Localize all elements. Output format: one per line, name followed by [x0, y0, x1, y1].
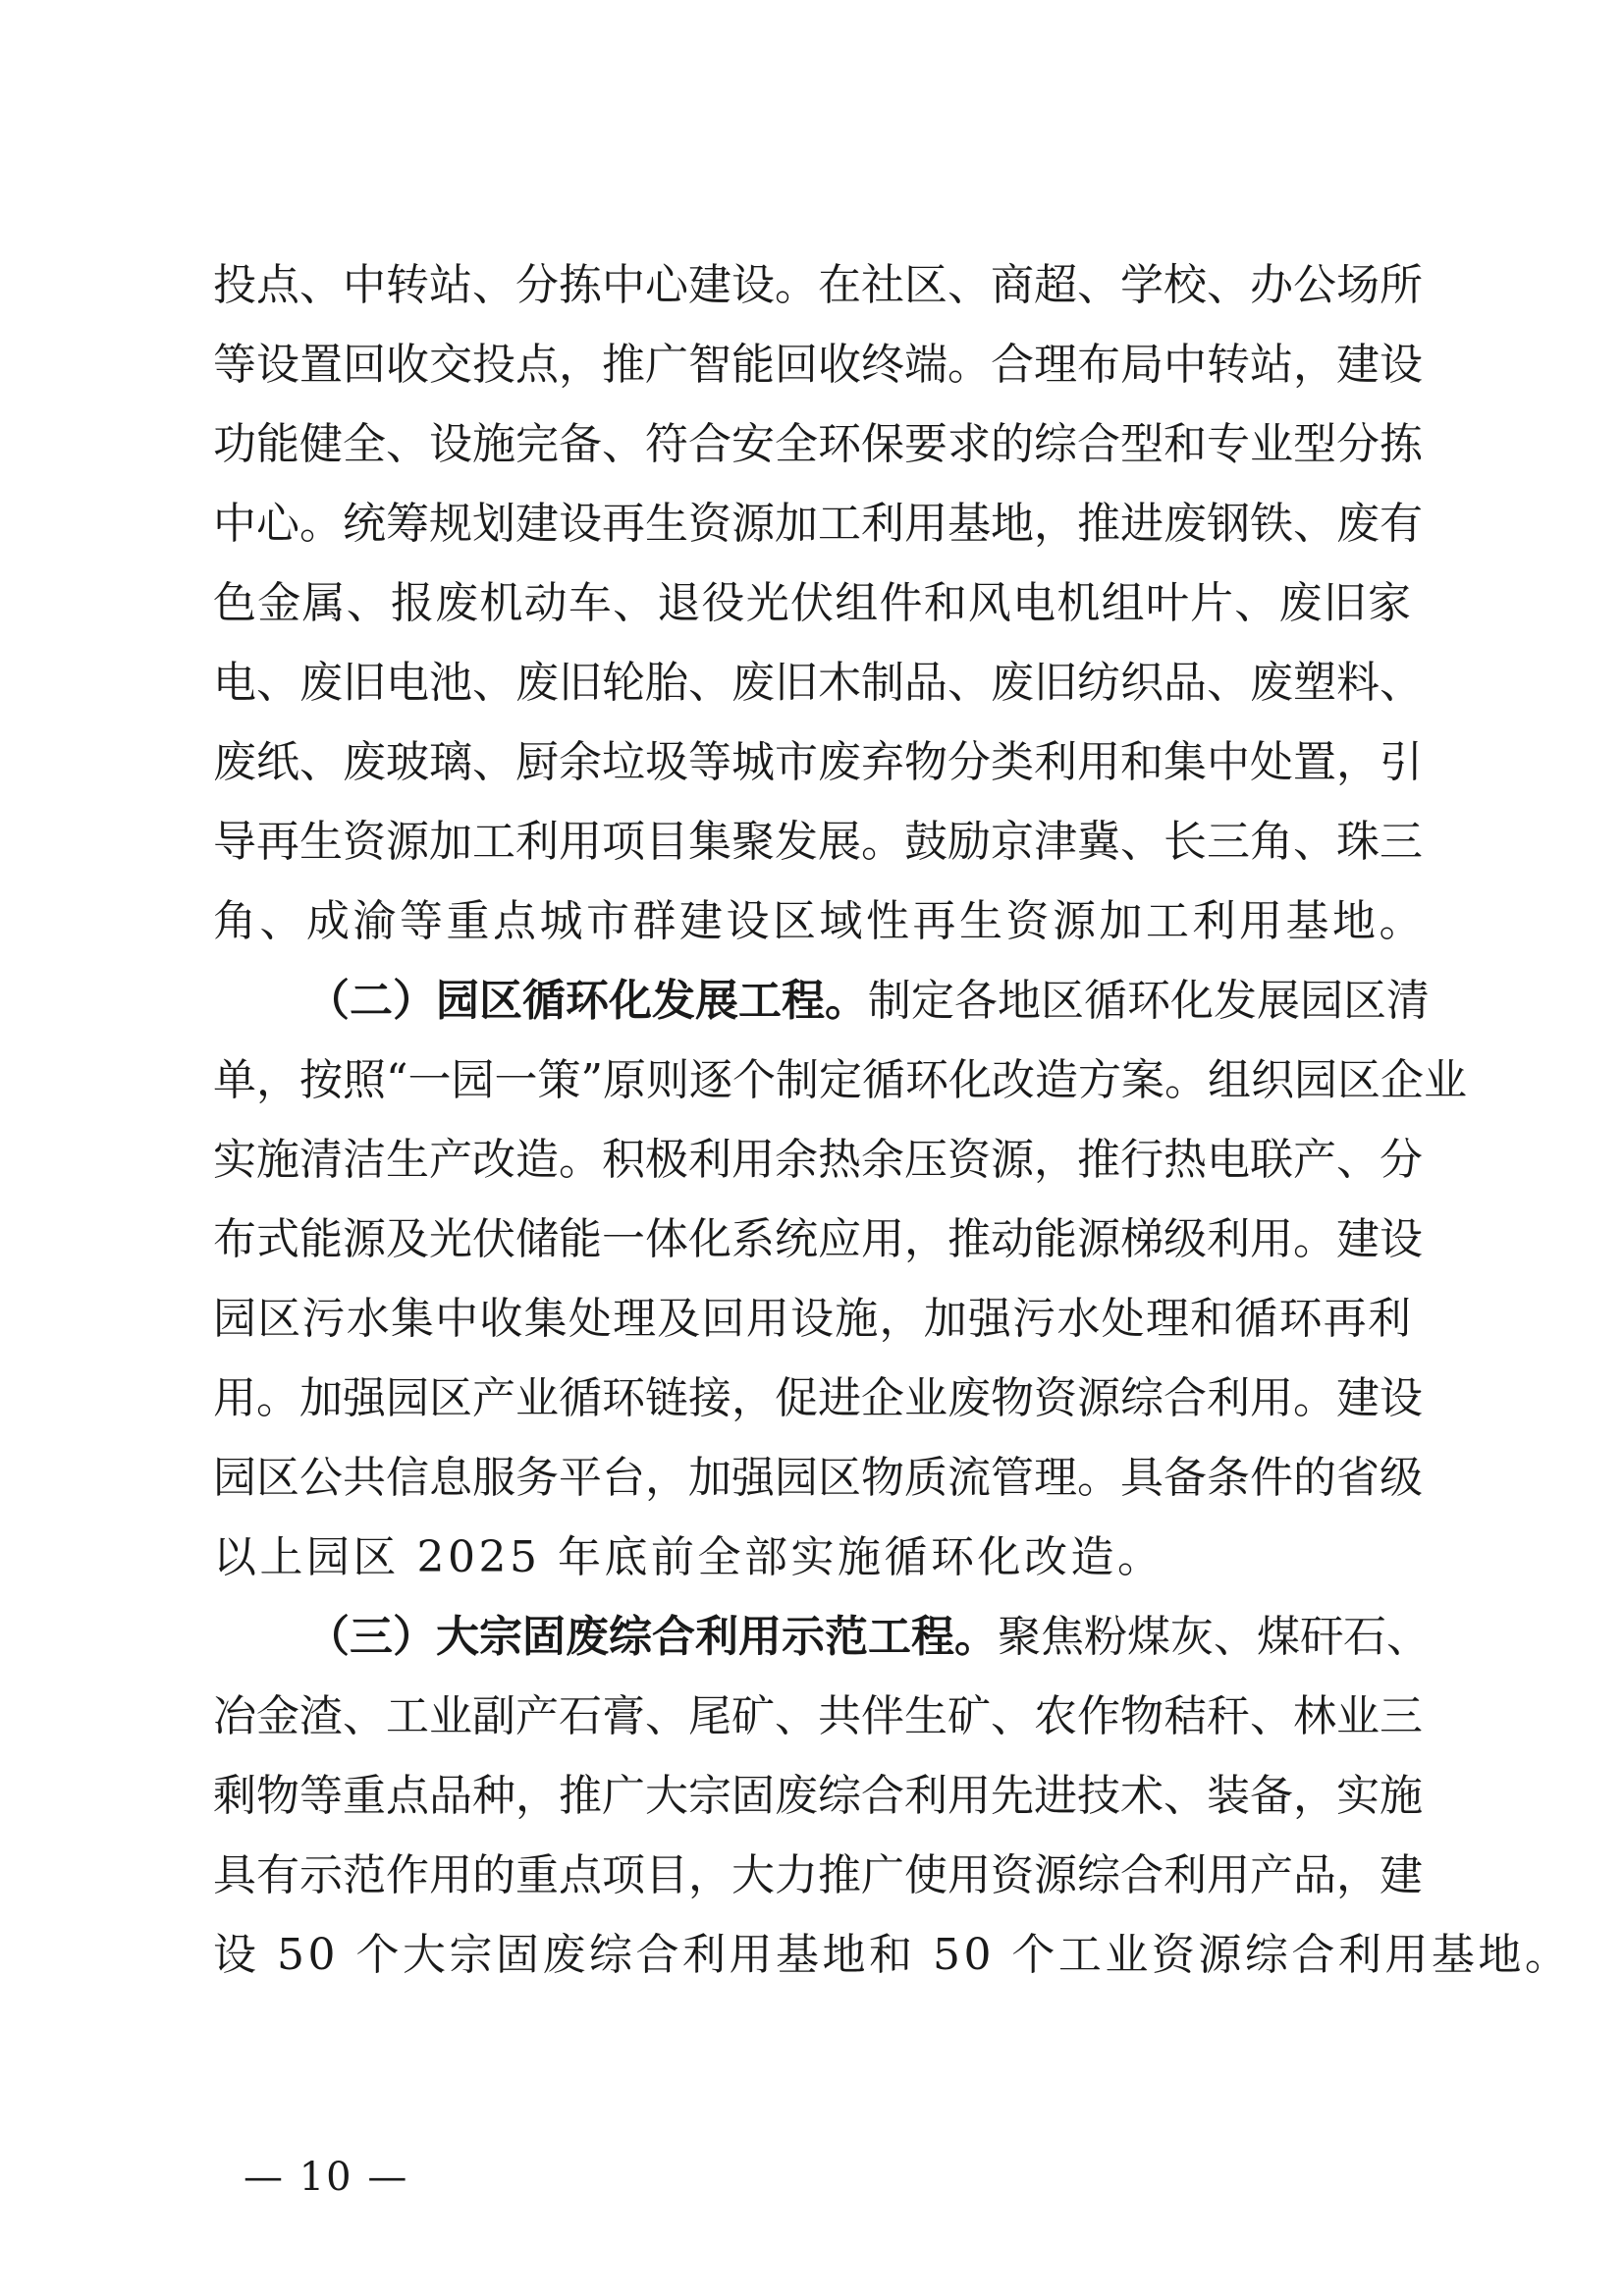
paragraph-3-line-5: 设 50 个大宗固废综合利用基地和 50 个工业资源综合利用基地。	[213, 1930, 1572, 1980]
paragraph-3-line-1	[306, 1597, 1430, 1678]
paragraph-1-line-4: 中心。统筹规划建设再生资源加工利用基地，推进废钢铁、废有	[213, 499, 1423, 549]
paragraph-3-line-1-rest: 聚焦粉煤灰、煤矸石、	[998, 1612, 1430, 1662]
paragraph-1-line-3: 功能健全、设施完备、符合安全环保要求的综合型和专业型分拣	[213, 419, 1423, 469]
paragraph-2-line-3: 实施清洁生产改造。积极利用余热余压资源，推行热电联产、分	[213, 1135, 1423, 1185]
section-heading-2: （二）园区循环化发展工程。	[306, 976, 868, 1026]
paragraph-2-line-8: 以上园区 2025 年底前全部实施循环化改造。	[213, 1532, 1164, 1582]
paragraph-2-line-5: 园区污水集中收集处理及回用设施，加强污水处理和循环再利	[213, 1294, 1411, 1344]
paragraph-1-line-1: 投点、中转站、分拣中心建设。在社区、商超、学校、办公场所	[213, 260, 1423, 310]
paragraph-3-line-3: 剩物等重点品种，推广大宗固废综合利用先进技术、装备，实施	[213, 1771, 1423, 1821]
paragraph-3-line-2: 冶金渣、工业副产石膏、尾矿、共伴生矿、农作物秸秆、林业三	[213, 1691, 1423, 1741]
paragraph-1-line-7: 废纸、废玻璃、厨余垃圾等城市废弃物分类利用和集中处置，引	[213, 737, 1423, 787]
section-heading-3: （三）大宗固废综合利用示范工程。	[306, 1612, 998, 1662]
paragraph-2-line-2: 单，按照“一园一策”原则逐个制定循环化改造方案。组织园区企业	[213, 1055, 1467, 1105]
paragraph-2-line-1-rest: 制定各地区循环化发展园区清	[868, 976, 1430, 1026]
paragraph-2-line-1	[306, 961, 1430, 1041]
paragraph-1-line-2: 等设置回收交投点，推广智能回收终端。合理布局中转站，建设	[213, 340, 1423, 390]
paragraph-3-line-4: 具有示范作用的重点项目，大力推广使用资源综合利用产品，建	[213, 1850, 1423, 1900]
paragraph-1-line-9: 角、成渝等重点城市群建设区域性再生资源加工利用基地。	[213, 896, 1426, 946]
paragraph-2-line-6: 用。加强园区产业循环链接，促进企业废物资源综合利用。建设	[213, 1373, 1423, 1423]
paragraph-2-line-7: 园区公共信息服务平台，加强园区物质流管理。具备条件的省级	[213, 1453, 1423, 1503]
paragraph-1-line-5: 色金属、报废机动车、退役光伏组件和风电机组叶片、废旧家	[213, 578, 1411, 628]
paragraph-2-line-4: 布式能源及光伏储能一体化系统应用，推动能源梯级利用。建设	[213, 1214, 1423, 1264]
paragraph-1-line-6: 电、废旧电池、废旧轮胎、废旧木制品、废旧纺织品、废塑料、	[213, 658, 1423, 708]
page-number: — 10 —	[244, 2155, 409, 2200]
paragraph-1-line-8: 导再生资源加工利用项目集聚发展。鼓励京津冀、长三角、珠三	[213, 817, 1423, 867]
